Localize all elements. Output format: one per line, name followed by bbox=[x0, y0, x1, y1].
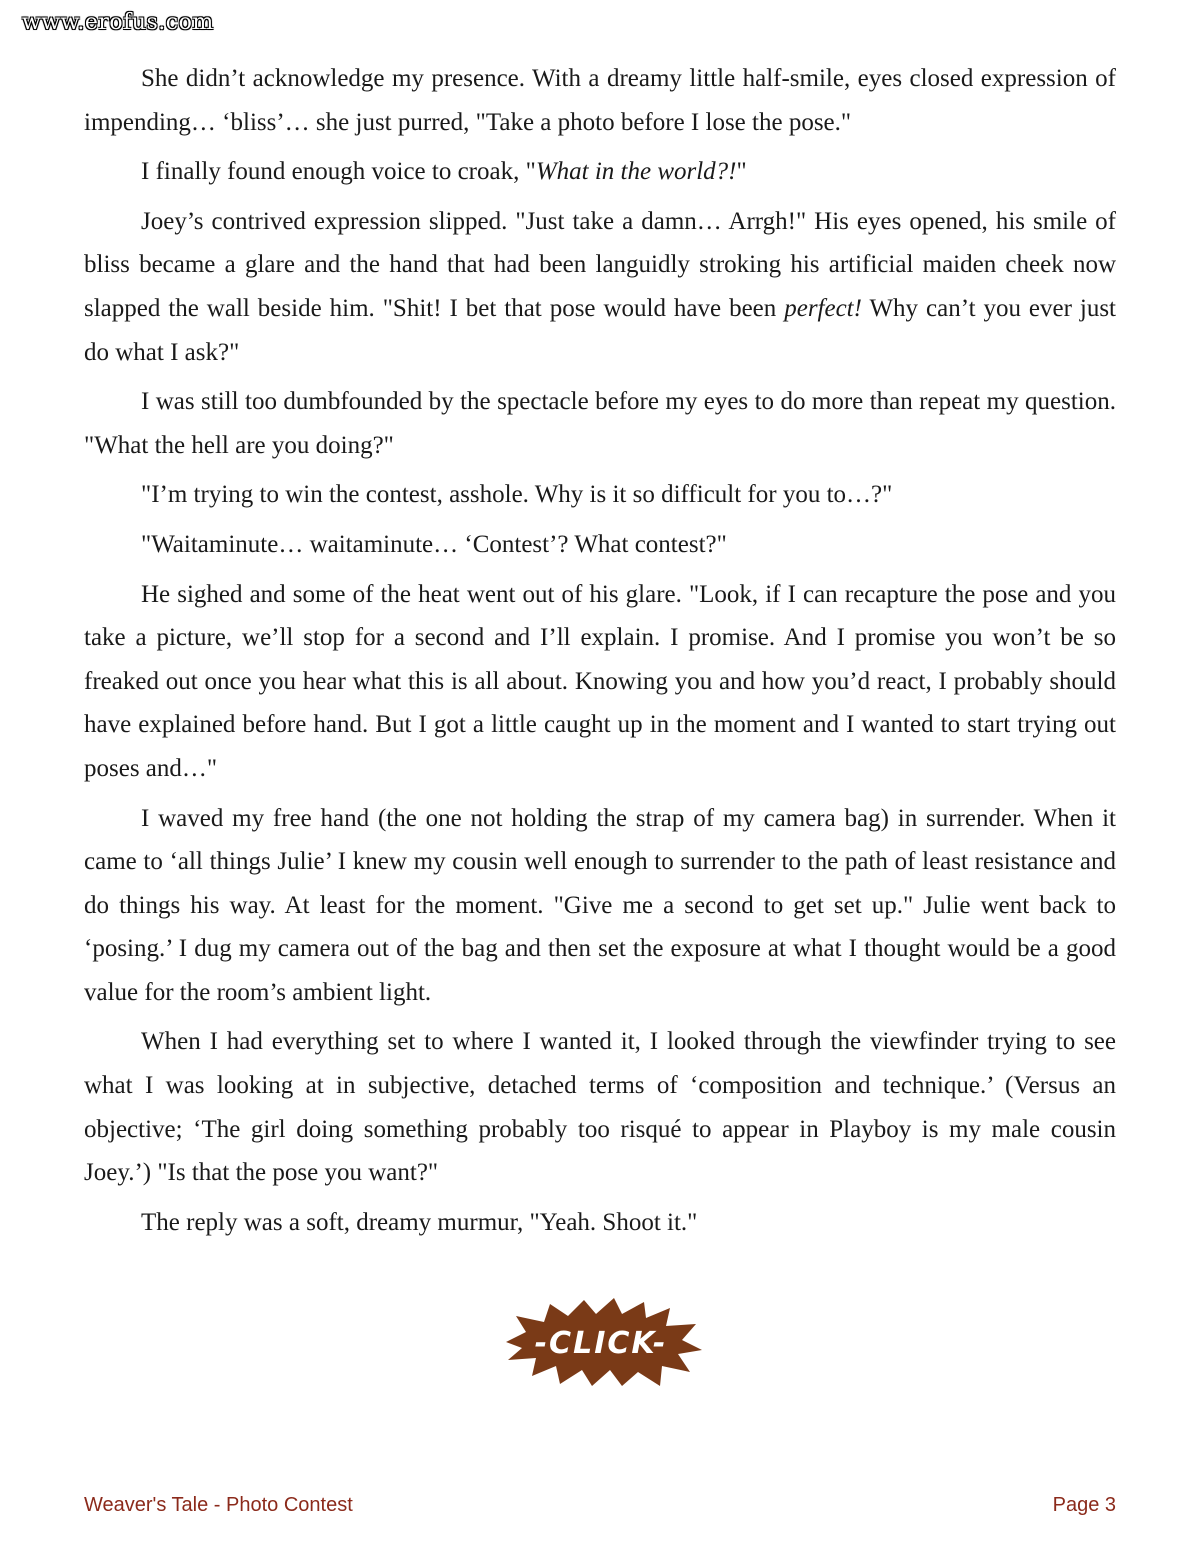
click-burst-graphic bbox=[498, 1296, 704, 1388]
footer-title: Weaver's Tale - Photo Contest bbox=[84, 1494, 353, 1516]
paragraph: "I’m trying to win the contest, asshole. Why is it so difficult for you to…?" bbox=[141, 481, 893, 509]
paragraph-text: Why can’t you ever just do what I ask?" bbox=[84, 294, 1117, 366]
paragraph bbox=[84, 200, 1116, 374]
paragraph-emphasis: What in the world?! bbox=[535, 158, 737, 186]
paragraph: I waved my free hand (the one not holding the strap of my camera bag) in surrender. When it came to ‘all things Julie’ I knew my cousin well enough to surrender to the path of least resistance and do things his way. At least for the moment. "Give me a second to get set up." Julie went back to ‘posing.’ I dug my camera out of the bag and then set the exposure at what I thought would be a good value for the room’s ambient light. bbox=[84, 804, 1116, 1006]
footer-page-number: Page 3 bbox=[1052, 1494, 1116, 1516]
page-body bbox=[84, 57, 1116, 1250]
paragraph: When I had everything set to where I wanted it, I looked through the viewfinder trying to see what I was looking at in subjective, detached terms of ‘composition and technique.’ (Versus an objective; ‘The girl doing something probably too risqué to appear in Playboy is my male cousin Joey.’) "Is that the pose you want?" bbox=[84, 1028, 1116, 1187]
paragraph-text: Joey’s contrived expression slipped. "Just take a damn… Arrgh!" His eyes opened, his smile of bliss became a glare and the hand that had been languidly stroking his artificial maiden cheek now slapped the wall beside him. "Shit! I bet that pose would have been bbox=[84, 207, 1116, 322]
paragraph-emphasis: perfect! bbox=[784, 294, 862, 322]
paragraph: She didn’t acknowledge my presence. With a dreamy little half-smile, eyes closed expression of impending… ‘bliss’… she just purred, "Take a photo before I lose the pose." bbox=[84, 65, 1116, 136]
watermark: www.erofus.com bbox=[22, 10, 214, 35]
paragraph: I was still too dumbfounded by the spectacle before my eyes to do more than repeat my question. "What the hell are you doing?" bbox=[84, 388, 1116, 459]
paragraph: He sighed and some of the heat went out of his glare. "Look, if I can recapture the pose and you take a picture, we’ll stop for a second and I’ll explain. I promise. And I promise you won’t be so freaked out once you hear what this is all about. Knowing you and how you’d react, I probably should have explained before hand. But I got a little caught up in the moment and I wanted to start trying out poses and…" bbox=[84, 580, 1116, 782]
paragraph bbox=[84, 150, 1116, 194]
paragraph-text: " bbox=[736, 158, 747, 186]
paragraph-text: I finally found enough voice to croak, " bbox=[141, 158, 536, 186]
click-text: -CLICK- bbox=[534, 1326, 668, 1361]
paragraph: The reply was a soft, dreamy murmur, "Yeah. Shoot it." bbox=[141, 1208, 698, 1236]
paragraph: "Waitaminute… waitaminute… ‘Contest’? What contest?" bbox=[141, 530, 727, 558]
